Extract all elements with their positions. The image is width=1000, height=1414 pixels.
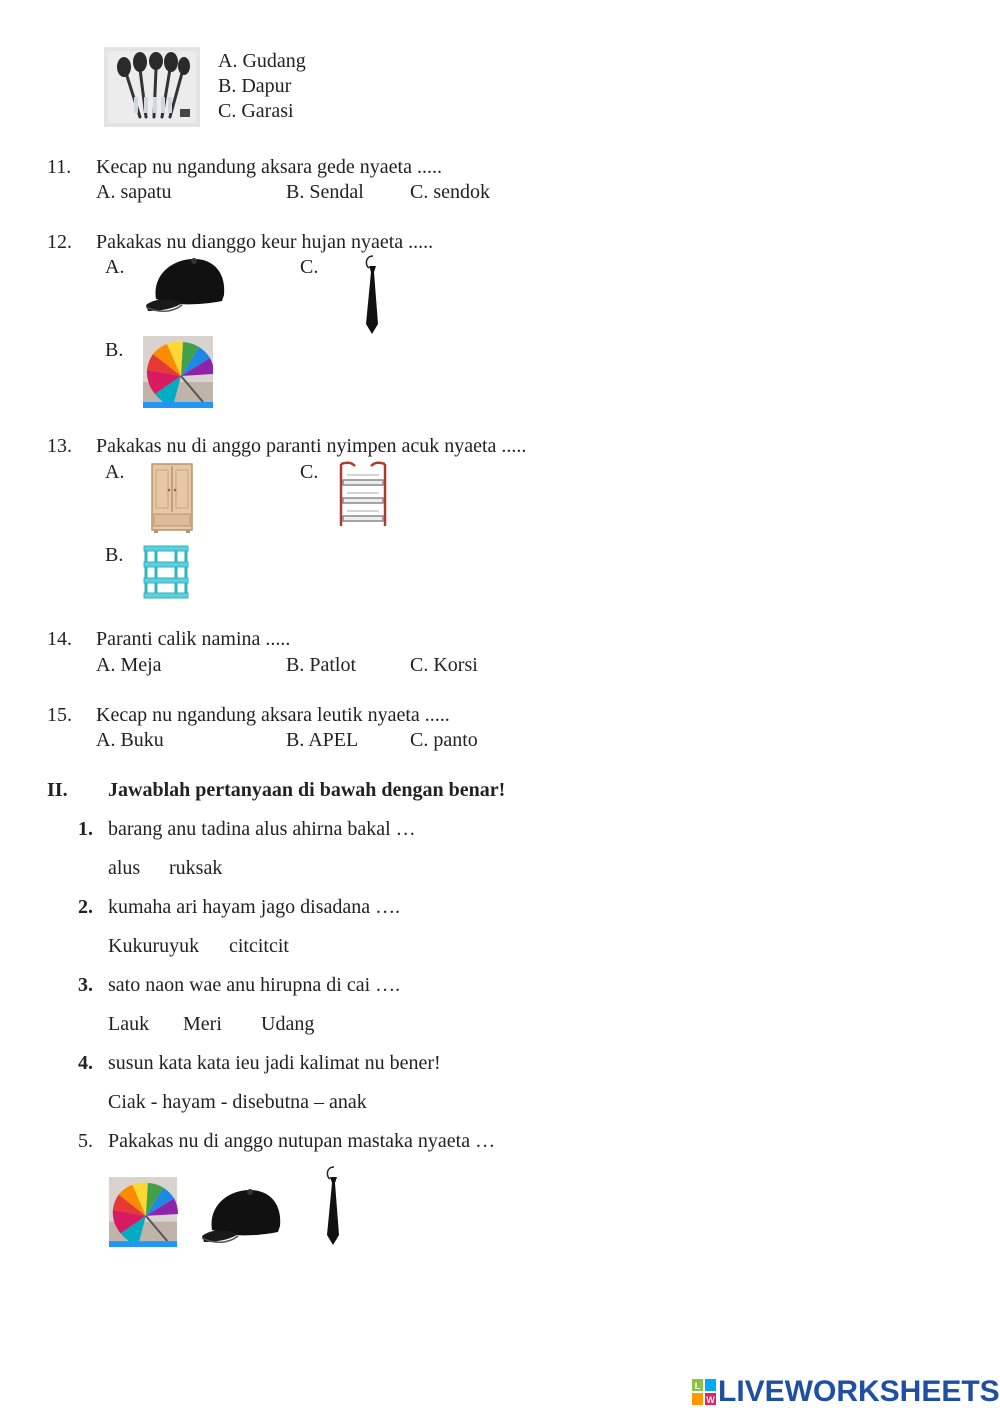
section-ii-title: Jawablah pertanyaan di bawah dengan benar! — [108, 779, 506, 801]
q10-option-c[interactable]: C. Garasi — [218, 100, 294, 122]
q12-option-c[interactable]: C. — [300, 256, 319, 278]
q14-option-a[interactable]: A. Meja — [96, 654, 162, 676]
q15-option-c[interactable]: C. panto — [410, 729, 478, 751]
s2-item2-choice-2[interactable]: citcitcit — [229, 935, 289, 957]
metal-rack-image[interactable] — [337, 460, 389, 528]
umbrella-image[interactable] — [143, 336, 213, 408]
liveworksheets-logo-text: LIVEWORKSHEETS — [718, 1375, 1000, 1408]
necktie-image[interactable] — [360, 254, 384, 336]
q11-option-a[interactable]: A. sapatu — [96, 181, 172, 203]
s2-item1-choice-1[interactable]: alus — [108, 857, 141, 879]
s2-umbrella-image[interactable] — [108, 1177, 178, 1247]
logo-mark-letter-l: L — [694, 1381, 701, 1391]
s2-item3-choice-2[interactable]: Meri — [183, 1013, 222, 1035]
s2-item1-number: 1. — [78, 818, 93, 840]
q14-question: Paranti calik namina ..... — [96, 628, 291, 650]
s2-item3-choice-1[interactable]: Lauk — [108, 1013, 150, 1035]
cap-image[interactable] — [142, 255, 228, 317]
logo-mark-letter-w: W — [706, 1395, 715, 1405]
q11-option-c[interactable]: C. sendok — [410, 181, 490, 203]
plastic-rack-image[interactable] — [142, 542, 190, 600]
wardrobe-image[interactable] — [150, 462, 194, 534]
q10-option-b[interactable]: B. Dapur — [218, 75, 292, 97]
q13-number: 13. — [47, 435, 72, 457]
q14-option-b[interactable]: B. Patlot — [286, 654, 357, 676]
s2-item1-question: barang anu tadina alus ahirna bakal … — [108, 818, 416, 840]
liveworksheets-logo[interactable] — [692, 1375, 1000, 1411]
s2-cap-image[interactable] — [198, 1186, 284, 1248]
q13-question: Pakakas nu di anggo paranti nyimpen acuk nyaeta ..... — [96, 435, 527, 457]
q12-option-b[interactable]: B. — [105, 339, 124, 361]
q15-option-b[interactable]: B. APEL — [286, 729, 359, 751]
q13-option-b[interactable]: B. — [105, 544, 124, 566]
q11-number: 11. — [47, 156, 72, 178]
q15-option-a[interactable]: A. Buku — [96, 729, 164, 751]
q15-number: 15. — [47, 704, 72, 726]
s2-item5-number: 5. — [78, 1130, 93, 1152]
s2-item3-question: sato naon wae anu hirupna di cai …. — [108, 974, 401, 996]
section-ii-number: II. — [47, 779, 68, 801]
s2-item3-choice-3[interactable]: Udang — [261, 1013, 315, 1035]
q14-number: 14. — [47, 628, 72, 650]
q10-option-a[interactable]: A. Gudang — [218, 50, 306, 72]
q13-option-a[interactable]: A. — [105, 461, 125, 483]
q11-question: Kecap nu ngandung aksara gede nyaeta ..... — [96, 156, 442, 178]
s2-item4-question: susun kata kata ieu jadi kalimat nu bener! — [108, 1052, 441, 1074]
q13-option-c[interactable]: C. — [300, 461, 319, 483]
s2-item4-number: 4. — [78, 1052, 93, 1074]
s2-necktie-image[interactable] — [321, 1165, 345, 1247]
q11-option-b[interactable]: B. Sendal — [286, 181, 364, 203]
q12-number: 12. — [47, 231, 72, 253]
q12-option-a[interactable]: A. — [105, 256, 125, 278]
s2-item4-answer-text[interactable]: Ciak - hayam - disebutna – anak — [108, 1091, 367, 1113]
q15-question: Kecap nu ngandung aksara leutik nyaeta ..... — [96, 704, 450, 726]
s2-item1-choice-2[interactable]: ruksak — [169, 857, 223, 879]
q12-question: Pakakas nu dianggo keur hujan nyaeta ..... — [96, 231, 434, 253]
s2-item2-number: 2. — [78, 896, 93, 918]
liveworksheets-logo-mark-icon — [692, 1379, 716, 1405]
kitchen-utensils-image — [104, 47, 200, 127]
s2-item2-choice-1[interactable]: Kukuruyuk — [108, 935, 200, 957]
s2-item2-question: kumaha ari hayam jago disadana …. — [108, 896, 401, 918]
s2-item5-question: Pakakas nu di anggo nutupan mastaka nyaeta … — [108, 1130, 496, 1152]
q14-option-c[interactable]: C. Korsi — [410, 654, 478, 676]
s2-item3-number: 3. — [78, 974, 93, 996]
